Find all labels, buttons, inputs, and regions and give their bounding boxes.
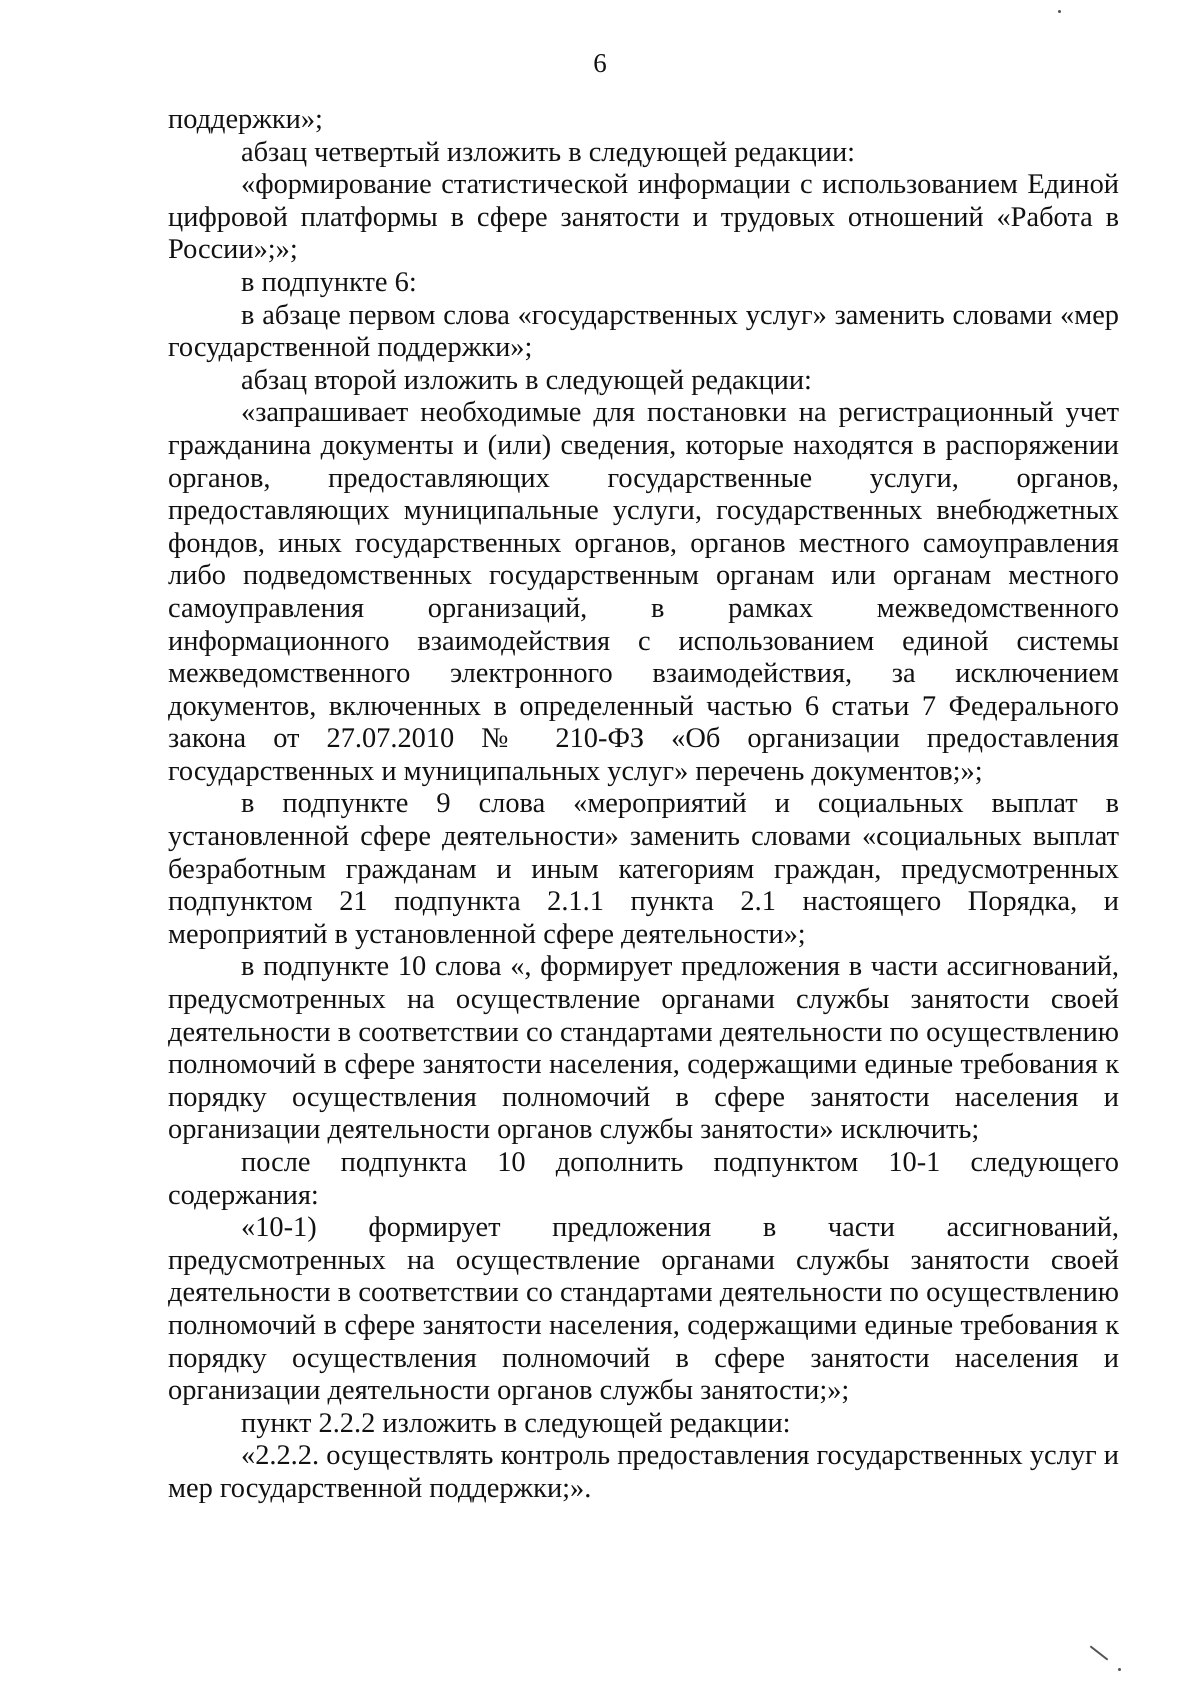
- document-body: [168, 104, 1119, 1506]
- scan-mark: [1090, 1645, 1109, 1660]
- paragraph: в подпункте 9 слова «мероприятий и социальных выплат в установленной сфере деятельности» заменить словами «социальных выплат безработным гражданам и иным категориям граждан, предусмотренных подпунктом 21 подпункта 2.1.1 пункта 2.1 настоящего Порядка, и мероприятий в установленной сфере деятельности»;: [168, 788, 1119, 950]
- paragraph: «10-1) формирует предложения в части ассигнований, предусмотренных на осуществление органами службы занятости своей деятельности в соответствии со стандартами деятельности по осуществлению полномочий в сфере занятости населения, содержащими единые требования к порядку осуществления полномочий в сфере занятости населения и организации деятельности органов службы занятости;»;: [168, 1212, 1119, 1407]
- paragraph: пункт 2.2.2 изложить в следующей редакции:: [241, 1407, 791, 1439]
- paragraph-continuation: поддержки»;: [168, 104, 323, 135]
- scan-speck: [1118, 1668, 1121, 1671]
- paragraph: в подпункте 10 слова «, формирует предложения в части ассигнований, предусмотренных на осуществление органами службы занятости своей деятельности в соответствии со стандартами деятельности по осуществлению полномочий в сфере занятости населения, содержащими единые требования к порядку осуществления полномочий в сфере занятости населения и организации деятельности органов службы занятости» исключить;: [168, 951, 1119, 1146]
- page-number: 6: [593, 48, 607, 78]
- paragraph: абзац четвертый изложить в следующей редакции:: [241, 136, 856, 168]
- paragraph: «формирование статистической информации с использованием Единой цифровой платформы в сфере занятости и трудовых отношений «Работа в России»;»;: [168, 169, 1119, 266]
- paragraph: абзац второй изложить в следующей редакции:: [241, 364, 812, 396]
- scan-speck: [1058, 10, 1061, 13]
- paragraph: «запрашивает необходимые для постановки на регистрационный учет гражданина документы и (или) сведения, которые находятся в распоряжении органов, предоставляющих государственные услуги, органов, предоставляющих муниципальные услуги, государственных внебюджетных фондов, иных государственных органов, органов местного самоуправления либо подведомственных государственным органам или органам местного самоуправления организаций, в рамках межведомственного информационного взаимодействия с использованием единой системы межведомственного электронного взаимодействия, за исключением документов, включенных в определенный частью 6 статьи 7 Федерального закона от 27.07.2010 № 210-ФЗ «Об организации предоставления государственных и муниципальных услуг» перечень документов;»;: [168, 397, 1119, 787]
- paragraph: после подпункта 10 дополнить подпунктом 10-1 следующего содержания:: [168, 1147, 1119, 1211]
- paragraph: в абзаце первом слова «государственных услуг» заменить словами «мер государственной поддержки»;: [168, 299, 1119, 364]
- paragraph: в подпункте 6:: [241, 266, 417, 298]
- paragraph: «2.2.2. осуществлять контроль предоставления государственных услуг и мер государственной поддержки;».: [168, 1440, 1119, 1504]
